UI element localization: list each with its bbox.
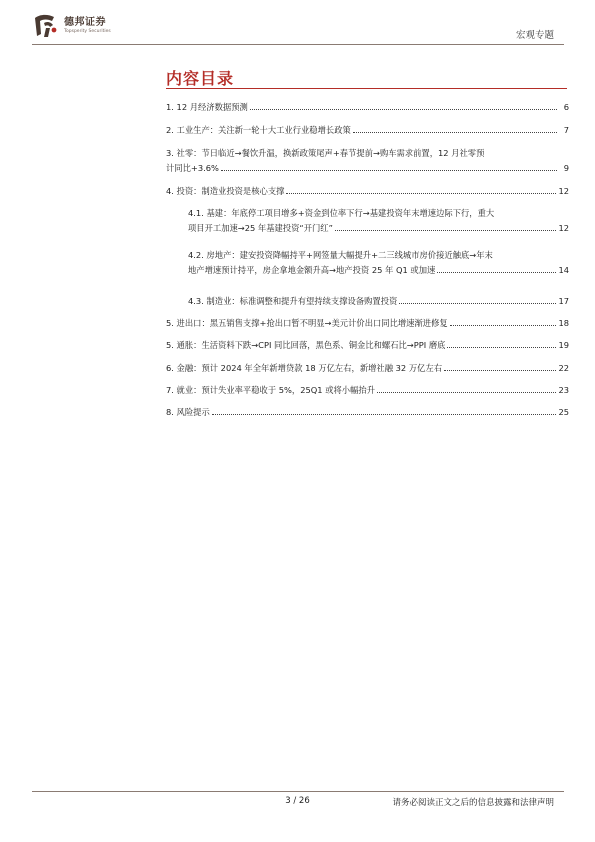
toc-page-number: 18 (558, 318, 569, 328)
toc-dot-leader (437, 272, 556, 273)
toc-dot-leader (212, 414, 557, 415)
toc-page-number: 17 (558, 296, 569, 306)
toc-entry[interactable] (166, 184, 569, 199)
toc-page-number: 7 (563, 125, 569, 135)
toc-dot-leader (447, 347, 556, 348)
toc-entry[interactable] (166, 316, 569, 331)
toc-entry[interactable] (188, 294, 569, 309)
toc-dot-leader (335, 230, 557, 231)
toc-page-number: 25 (558, 407, 569, 417)
toc-entry-title: 3. 社零：节日临近→餐饮升温，换新政策尾声+春节提前→购车需求前置，12 月社零预 (166, 148, 485, 158)
toc-page-number: 19 (558, 340, 569, 350)
page-number: 3 / 26 (285, 796, 310, 806)
toc-page-number: 9 (563, 163, 569, 173)
toc-entry[interactable] (166, 405, 569, 420)
brand-name-cn: 德邦证券 (64, 16, 106, 28)
header-divider (32, 44, 564, 45)
toc-dot-leader (353, 132, 557, 133)
toc-entry-title: 地产增速预计持平，房企拿地金额升高→地产投资 25 年 Q1 或加速 (188, 265, 436, 275)
toc-dot-leader (450, 325, 557, 326)
toc-entry-title: 计同比+3.6% (166, 163, 219, 173)
toc-entry[interactable] (166, 338, 569, 353)
toc-page-number: 23 (558, 385, 569, 395)
toc-page-number: 6 (563, 102, 569, 112)
toc-entry-title: 4.2. 房地产：建安投资降幅持平+网签量大幅提升+二三线城市房价接近触底→年末 (188, 250, 493, 260)
toc-entry[interactable] (166, 146, 569, 176)
toc-entry-title: 4.1. 基建：年底停工项目增多+资金到位率下行→基建投资年末增速边际下行，重大 (188, 208, 495, 218)
toc-entry-title: 2. 工业生产：关注新一轮十大工业行业稳增长政策 (166, 125, 351, 135)
toc-dot-leader (399, 303, 556, 304)
toc-entry-title: 7. 就业：预计失业率平稳收于 5%，25Q1 或将小幅抬升 (166, 385, 375, 395)
toc-entry-title: 4. 投资：制造业投资是核心支撑 (166, 186, 285, 196)
toc-entry[interactable] (188, 248, 569, 278)
toc-entry[interactable] (166, 383, 569, 398)
toc-dot-leader (221, 170, 557, 171)
toc-entry-title: 1. 12 月经济数据预测 (166, 102, 248, 112)
report-category: 宏观专题 (515, 30, 554, 41)
toc-dot-leader (250, 109, 557, 110)
toc-entry-title: 6. 金融：预计 2024 年全年新增贷款 18 万亿左右，新增社融 32 万亿左右 (166, 363, 443, 373)
toc-title: 内容目录 (166, 69, 235, 88)
brand-name-en: Topsperity Securities (64, 28, 111, 34)
toc-entry-title: 4.3. 制造业：标准调整和提升有望持续支撑设备购置投资 (188, 296, 398, 306)
toc-page-number: 12 (558, 223, 569, 233)
toc-dot-leader (377, 392, 556, 393)
toc-entry[interactable] (166, 361, 569, 376)
toc-entry-title: 项目开工加速→25 年基建投资“开门红” (188, 223, 333, 233)
footer-divider (32, 791, 564, 792)
toc-page-number: 12 (558, 186, 569, 196)
toc-entry-title: 5. 进出口：黑五销售支撑+抢出口暂不明显→美元计价出口同比增速渐进修复 (166, 318, 448, 328)
toc-title-divider (166, 88, 567, 89)
toc-entry[interactable] (166, 100, 569, 115)
legal-disclaimer: 请务必阅读正文之后的信息披露和法律声明 (392, 798, 554, 808)
toc-dot-leader (286, 193, 556, 194)
toc-dot-leader (444, 370, 556, 371)
brand-logo-icon (32, 12, 60, 40)
toc-entry[interactable] (188, 206, 569, 236)
toc-page-number: 22 (558, 363, 569, 373)
toc-entry[interactable] (166, 123, 569, 138)
company-logo (32, 12, 111, 40)
toc-page-number: 14 (558, 265, 569, 275)
page-header (0, 0, 595, 46)
toc-entry-title: 5. 通胀：生活资料下跌→CPI 同比回落，黑色系、铜金比和螺石比→PPI 磨底 (166, 340, 446, 350)
toc-entry-title: 8. 风险提示 (166, 407, 210, 417)
